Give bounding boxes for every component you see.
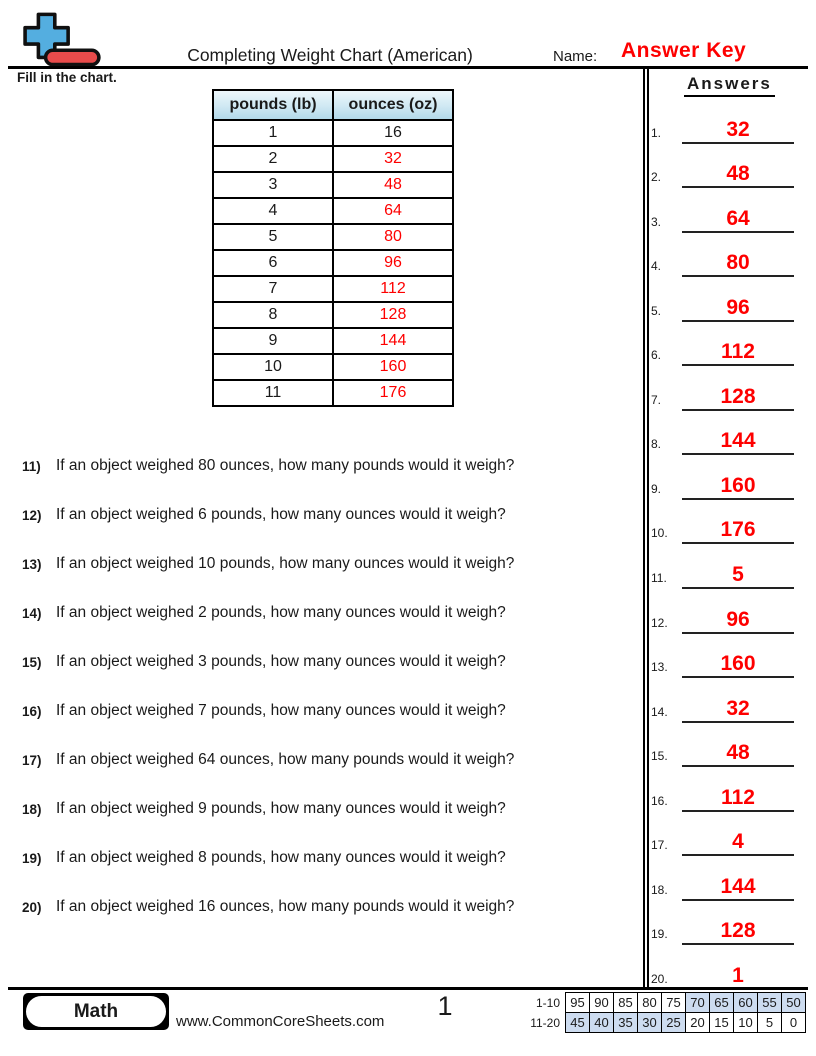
question-text: If an object weighed 9 pounds, how many ounces would it weigh?	[56, 800, 506, 817]
ounces-cell: 64	[333, 198, 453, 224]
score-cell: 60	[734, 993, 758, 1013]
table-row	[213, 224, 453, 250]
question-item	[22, 555, 647, 604]
ounces-cell: 32	[333, 146, 453, 172]
question-number: 15)	[22, 655, 42, 670]
table-row	[213, 354, 453, 380]
answer-number: 17.	[651, 838, 668, 853]
ounces-cell: 80	[333, 224, 453, 250]
page-number: 1	[437, 991, 453, 1021]
question-number: 20)	[22, 900, 42, 915]
ounces-header-cell: ounces (oz)	[333, 90, 453, 120]
answer-item	[651, 812, 794, 857]
question-number: 14)	[22, 606, 42, 621]
answer-value: 64	[682, 208, 794, 233]
answer-value: 96	[682, 609, 794, 634]
answer-number: 14.	[651, 704, 668, 719]
question-number: 12)	[22, 508, 42, 523]
answer-value: 176	[682, 519, 794, 544]
answer-item	[651, 99, 794, 144]
score-cell: 65	[710, 993, 734, 1013]
answer-item	[651, 544, 794, 589]
score-cell: 85	[614, 993, 638, 1013]
pounds-cell: 7	[213, 276, 333, 302]
answer-value: 112	[682, 341, 794, 366]
answer-value: 128	[682, 386, 794, 411]
pounds-cell: 10	[213, 354, 333, 380]
ounces-cell: 160	[333, 354, 453, 380]
answer-item	[651, 589, 794, 634]
answer-value: 5	[682, 564, 794, 589]
ounces-cell: 112	[333, 276, 453, 302]
answer-number: 19.	[651, 927, 668, 942]
pounds-cell: 2	[213, 146, 333, 172]
answer-item	[651, 188, 794, 233]
answer-value: 32	[682, 119, 794, 144]
score-cell: 95	[566, 993, 590, 1013]
answer-value: 48	[682, 163, 794, 188]
answer-item	[651, 634, 794, 679]
answer-value: 80	[682, 252, 794, 277]
table-header-row	[213, 90, 453, 120]
answer-number: 12.	[651, 615, 668, 630]
ounces-cell: 16	[333, 120, 453, 146]
question-item	[22, 653, 647, 702]
score-cell: 75	[662, 993, 686, 1013]
answer-item	[651, 455, 794, 500]
question-number: 17)	[22, 753, 42, 768]
pounds-header-cell: pounds (lb)	[213, 90, 333, 120]
answer-number: 20.	[651, 971, 668, 986]
answer-item	[651, 856, 794, 901]
score-range-label: 11-20	[530, 1015, 560, 1030]
subject-label: Math	[26, 996, 166, 1027]
answer-value: 48	[682, 742, 794, 767]
question-text: If an object weighed 80 ounces, how many pounds would it weigh?	[56, 457, 515, 474]
score-row	[527, 993, 806, 1013]
table-row	[213, 120, 453, 146]
answer-item	[651, 945, 794, 990]
pounds-cell: 3	[213, 172, 333, 198]
answer-number: 13.	[651, 660, 668, 675]
table-row	[213, 302, 453, 328]
score-cell: 5	[758, 1013, 782, 1033]
answer-number: 3.	[651, 214, 662, 229]
answer-number: 18.	[651, 882, 668, 897]
table-row	[213, 172, 453, 198]
question-text: If an object weighed 64 ounces, how many pounds would it weigh?	[56, 751, 515, 768]
answer-item	[651, 901, 794, 946]
score-cell: 45	[566, 1013, 590, 1033]
table-row	[213, 380, 453, 406]
pounds-cell: 5	[213, 224, 333, 250]
header-rule	[8, 66, 808, 69]
table-row	[213, 250, 453, 276]
answer-number: 8.	[651, 437, 662, 452]
answer-number: 6.	[651, 348, 662, 363]
answer-item	[651, 678, 794, 723]
score-cell: 70	[686, 993, 710, 1013]
ounces-cell: 96	[333, 250, 453, 276]
answer-item	[651, 233, 794, 278]
question-text: If an object weighed 8 pounds, how many ounces would it weigh?	[56, 849, 506, 866]
answer-item	[651, 411, 794, 456]
question-number: 19)	[22, 851, 42, 866]
answer-number: 11.	[651, 571, 667, 586]
score-cell: 90	[590, 993, 614, 1013]
question-text: If an object weighed 6 pounds, how many ounces would it weigh?	[56, 506, 506, 523]
answer-number: 2.	[651, 170, 662, 185]
score-cell: 55	[758, 993, 782, 1013]
score-cell: 10	[734, 1013, 758, 1033]
question-list	[22, 457, 647, 947]
answer-value: 160	[682, 475, 794, 500]
score-cell: 80	[638, 993, 662, 1013]
question-item	[22, 702, 647, 751]
ounces-cell: 144	[333, 328, 453, 354]
question-number: 16)	[22, 704, 42, 719]
page-title: Completing Weight Chart (American)	[187, 45, 473, 65]
answer-number: 1.	[651, 125, 662, 140]
table-row	[213, 198, 453, 224]
answer-item	[651, 277, 794, 322]
score-cell: 40	[590, 1013, 614, 1033]
pounds-cell: 9	[213, 328, 333, 354]
score-cell: 50	[782, 993, 806, 1013]
answer-number: 15.	[651, 749, 668, 764]
table-row	[213, 328, 453, 354]
answer-item	[651, 144, 794, 189]
score-cell: 20	[686, 1013, 710, 1033]
answer-number: 10.	[651, 526, 668, 541]
pounds-cell: 4	[213, 198, 333, 224]
answer-number: 4.	[651, 259, 662, 274]
answer-value: 112	[682, 787, 794, 812]
answer-value: 32	[682, 698, 794, 723]
question-item	[22, 898, 647, 947]
question-number: 11)	[22, 459, 41, 474]
table-row	[213, 276, 453, 302]
answer-value: 128	[682, 920, 794, 945]
score-table	[527, 992, 806, 1033]
score-cell: 35	[614, 1013, 638, 1033]
answer-item	[651, 322, 794, 367]
answer-item	[651, 500, 794, 545]
score-cell: 15	[710, 1013, 734, 1033]
question-text: If an object weighed 16 ounces, how many pounds would it weigh?	[56, 898, 515, 915]
question-item	[22, 604, 647, 653]
pounds-cell: 1	[213, 120, 333, 146]
score-cell: 30	[638, 1013, 662, 1033]
answer-value: 1	[682, 965, 794, 990]
ounces-cell: 48	[333, 172, 453, 198]
answer-number: 9.	[651, 481, 662, 496]
ounces-cell: 176	[333, 380, 453, 406]
answer-number: 7.	[651, 392, 662, 407]
footer-rule	[8, 987, 808, 990]
answer-number: 16.	[651, 793, 668, 808]
question-item	[22, 849, 647, 898]
answer-value: 96	[682, 297, 794, 322]
question-text: If an object weighed 2 pounds, how many ounces would it weigh?	[56, 604, 506, 621]
question-text: If an object weighed 3 pounds, how many ounces would it weigh?	[56, 653, 506, 670]
question-text: If an object weighed 7 pounds, how many ounces would it weigh?	[56, 702, 506, 719]
question-number: 18)	[22, 802, 42, 817]
answer-item	[651, 723, 794, 768]
score-range-label: 1-10	[535, 995, 560, 1010]
name-label: Name:	[553, 48, 598, 65]
ounces-cell: 128	[333, 302, 453, 328]
question-item	[22, 751, 647, 800]
answer-item	[651, 366, 794, 411]
pounds-cell: 6	[213, 250, 333, 276]
pounds-cell: 11	[213, 380, 333, 406]
question-number: 13)	[22, 557, 42, 572]
answer-item	[651, 767, 794, 812]
subject-badge	[23, 993, 169, 1030]
question-item	[22, 457, 647, 506]
answer-value: 160	[682, 653, 794, 678]
question-item	[22, 800, 647, 849]
answers-title: Answers	[684, 74, 775, 97]
answers-list	[651, 99, 794, 990]
score-row	[527, 1013, 806, 1033]
question-item	[22, 506, 647, 555]
instruction-text: Fill in the chart.	[17, 70, 117, 85]
pounds-cell: 8	[213, 302, 333, 328]
answer-value: 144	[682, 876, 794, 901]
website-text: www.CommonCoreSheets.com	[176, 1013, 385, 1030]
answer-value: 144	[682, 430, 794, 455]
answer-value: 4	[682, 831, 794, 856]
weight-chart-table	[212, 89, 454, 407]
score-cell: 0	[782, 1013, 806, 1033]
answer-key-label: Answer Key	[621, 39, 747, 62]
question-text: If an object weighed 10 pounds, how many ounces would it weigh?	[56, 555, 515, 572]
score-cell: 25	[662, 1013, 686, 1033]
table-row	[213, 146, 453, 172]
answer-number: 5.	[651, 303, 662, 318]
